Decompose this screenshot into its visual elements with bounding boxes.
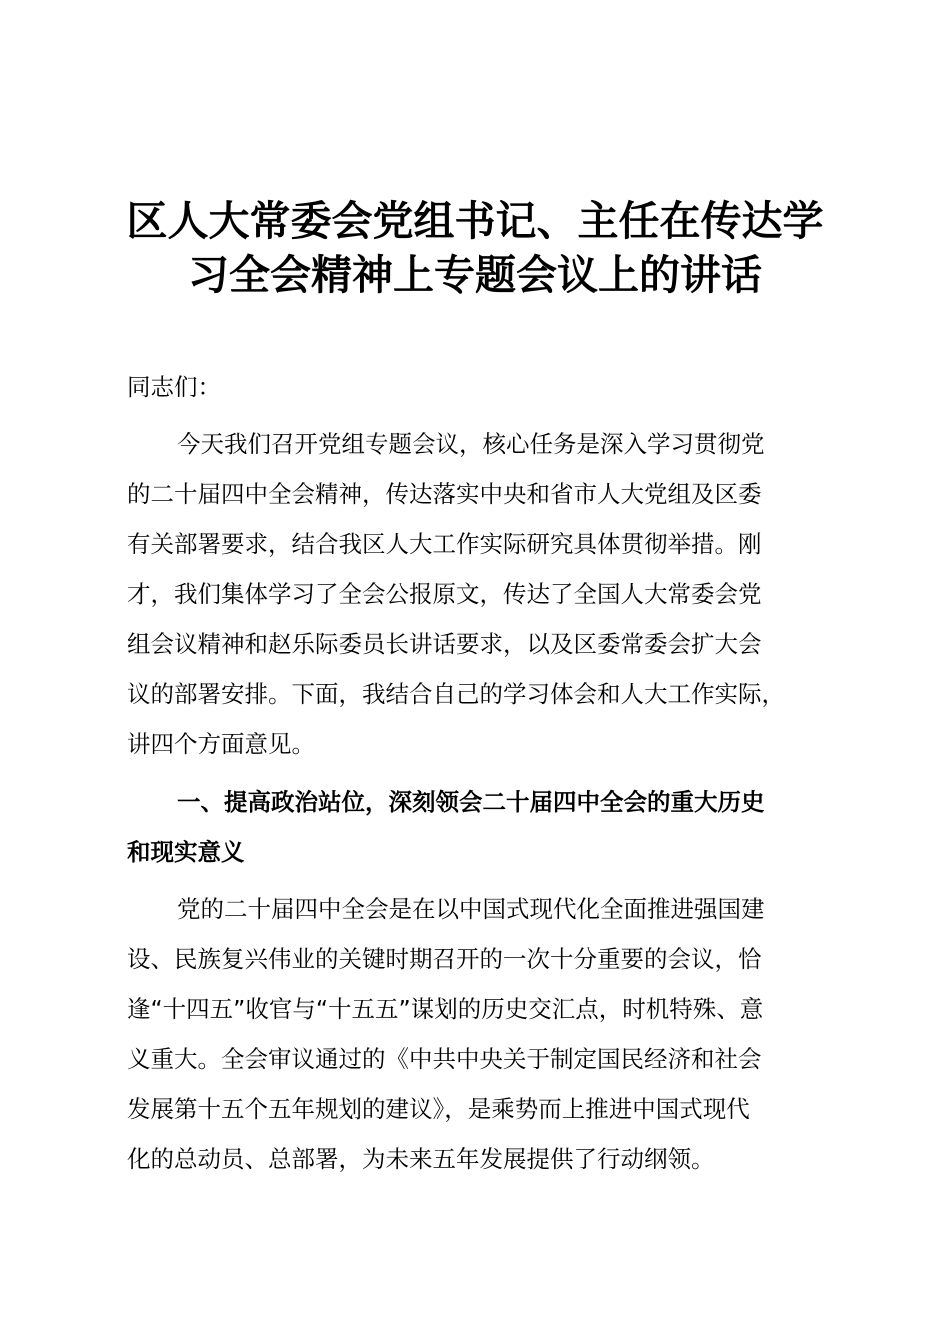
section-heading-1 bbox=[127, 777, 843, 877]
paragraph-line: 才，我们集体学习了全会公报原文，传达了全国人大常委会党 bbox=[127, 580, 762, 608]
paragraph-line: 有关部署要求，结合我区人大工作实际研究具体贯彻举措。刚 bbox=[127, 530, 762, 558]
paragraph-line: 党的二十届四中全会是在以中国式现代化全面推进强国建 bbox=[177, 895, 765, 923]
heading-line: 一、提高政治站位，深刻领会二十届四中全会的重大历史 bbox=[177, 788, 765, 816]
paragraph-line: 化的总动员、总部署，为未来五年发展提供了行动纲领。 bbox=[127, 1145, 715, 1173]
document-title bbox=[100, 194, 850, 302]
title-line: 习全会精神上专题会议上的讲话 bbox=[188, 251, 762, 299]
paragraph-intro bbox=[127, 419, 843, 769]
paragraph-line: 议的部署安排。下面，我结合自己的学习体会和人大工作实际， bbox=[127, 680, 785, 708]
paragraph-line: 今天我们召开党组专题会议，核心任务是深入学习贯彻党 bbox=[177, 430, 765, 458]
paragraph-line: 义重大。全会审议通过的《中共中央关于制定国民经济和社会 bbox=[127, 1045, 762, 1073]
title-line: 区人大常委会党组书记、主任在传达学 bbox=[126, 197, 824, 245]
paragraph-line: 的二十届四中全会精神，传达落实中央和省市人大党组及区委 bbox=[127, 480, 762, 508]
paragraph-section-1 bbox=[127, 884, 843, 1184]
paragraph-line: 组会议精神和赵乐际委员长讲话要求，以及区委常委会扩大会 bbox=[127, 630, 762, 658]
greeting bbox=[127, 362, 843, 412]
paragraph-line: 设、民族复兴伟业的关键时期召开的一次十分重要的会议，恰 bbox=[127, 945, 762, 973]
greeting-text: 同志们： bbox=[127, 373, 221, 401]
paragraph-line: 逢“十四五”收官与“十五五”谋划的历史交汇点，时机特殊、意 bbox=[127, 995, 764, 1023]
paragraph-line: 发展第十五个五年规划的建议》，是乘势而上推进中国式现代 bbox=[127, 1095, 750, 1123]
heading-line: 和现实意义 bbox=[127, 838, 245, 866]
paragraph-line: 讲四个方面意见。 bbox=[127, 730, 315, 758]
